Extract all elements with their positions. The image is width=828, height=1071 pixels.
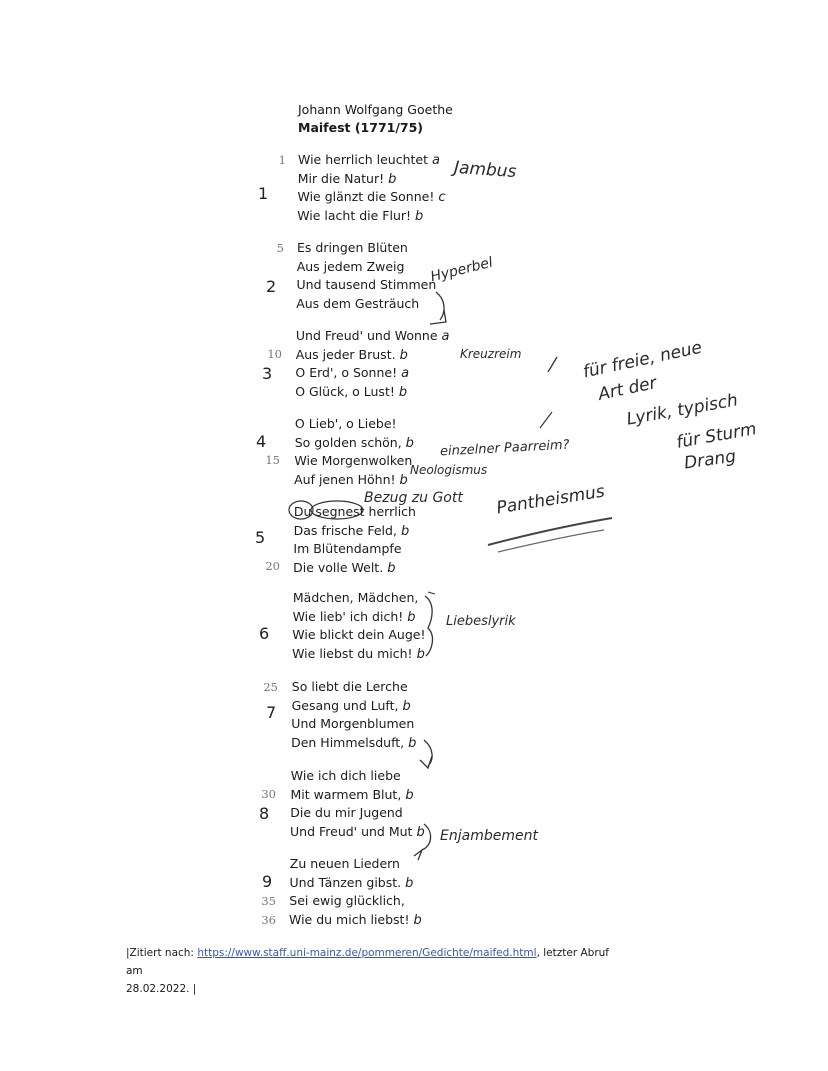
stanza-number: 7 [266,703,277,722]
poem-line-text: Aus jeder Brust. [295,346,396,362]
rhyme-mark: b [405,875,414,891]
poem-line-text: Im Blütendampfe [293,541,402,556]
side-note-line: für freie, neue [581,337,704,383]
poem-line-text: Wie liebst du mich! [292,645,413,661]
line-number: 10 [267,347,282,361]
stanza-number: 6 [259,624,270,643]
poem-line-text: Zu neuen Liedern [289,856,400,871]
poem-line-text: Und Tänzen gibst. [289,874,402,890]
poem-line-text: Sei ewig glücklich, [289,893,405,908]
poem-line-text: Aus jedem Zweig [296,258,405,274]
side-note-line: Drang [682,446,738,474]
poem-line-text: Mir die Natur! [297,170,385,186]
rhyme-mark: a [431,153,440,168]
stanza-number: 4 [256,432,267,451]
rhyme-mark: b [408,735,417,751]
line-number: 20 [265,559,280,573]
annotation-pantheismus: Pantheismus [495,481,607,519]
rhyme-mark: b [413,912,422,928]
rhyme-mark: a [441,329,450,344]
stanza-number: 2 [266,277,277,296]
poem-line-text: Wie lieb' ich dich! [292,608,404,624]
rhyme-mark: c [438,190,446,205]
line-number: 5 [276,241,284,255]
poem-title: Maifest (1771/75) [298,120,424,135]
poem-line-text: Aus dem Gesträuch [296,295,420,311]
side-note-line: Lyrik, typisch [625,390,740,430]
annotation-jambus: Jambus [453,157,518,183]
line-number: 30 [261,787,276,801]
rhyme-mark: b [405,787,414,803]
poem-line-text: Es dringen Blüten [297,240,408,255]
annotation-neologismus: Neologismus [410,463,488,477]
source-citation [126,944,626,998]
poem-line-text: Wie Morgenwolken [294,453,413,468]
stanza-number: 9 [262,872,273,891]
poem-line-text: Und Freud' und Mut [290,823,413,839]
side-note-line: Art der [596,373,659,405]
poem-line-text: Die du mir Jugend [290,805,403,820]
poem-line-text: Gesang und Luft, [291,697,399,713]
stanza-number: 3 [262,364,273,383]
stanza-number: 5 [255,528,266,547]
rhyme-mark: b [402,698,411,714]
rhyme-mark: b [416,646,425,662]
rhyme-mark: b [399,472,408,488]
poem-line-text: Die volle Welt. [293,559,384,575]
annotation-enjambement: Enjambement [440,828,538,844]
poem-line-text: Und tausend Stimmen [296,277,437,292]
poem-line-text: O Glück, o Lust! [295,383,395,399]
poem-line-text: Wie lacht die Flur! [297,207,412,223]
rhyme-mark: b [416,824,425,840]
line-number: 15 [265,453,280,467]
rhyme-mark: b [407,609,416,625]
side-note-line: für Sturm [674,419,759,453]
poem-line-text: So liebt die Lerche [291,679,408,694]
poem-line-text: Mit warmem Blut, [290,786,402,802]
poem-line-text: Du segnest herrlich [293,504,416,519]
source-prefix: |Zitiert nach: [126,947,198,959]
poem-line-text: O Lieb', o Liebe! [294,416,397,431]
poem-line-text: Mädchen, Mädchen, [292,590,419,605]
annotation-hyperbel: Hyperbel [429,254,495,286]
rhyme-mark: b [388,171,397,187]
rhyme-mark: b [400,523,410,539]
poem-line-text: Wie blickt dein Auge! [292,627,426,642]
rhyme-mark: b [405,435,414,451]
source-suffix: , letzter Abruf am [126,947,610,977]
annotation-bezug-gott: Bezug zu Gott [364,490,463,506]
poem-line-text: Den Himmelsduft, [291,734,405,750]
poem-line-text: Wie ich dich liebe [290,768,401,783]
poem-line-text: Wie herrlich leuchtet [298,152,428,167]
rhyme-mark: b [387,560,396,576]
line-number: 36 [261,913,276,927]
poem-line-text: Auf jenen Höhn! [294,471,396,487]
line-number: 1 [278,153,286,167]
rhyme-mark: a [401,366,410,381]
stanza-number: 1 [258,184,269,203]
line-number: 25 [263,680,278,694]
poem-line-text: Wie du mich liebst! [289,911,410,927]
annotation-liebeslyrik: Liebeslyrik [446,614,516,629]
poem-line-text: Das frische Feld, [293,522,397,538]
poem-line-text: Wie glänzt die Sonne! [297,189,435,204]
poem-line-text: So golden schön, [294,434,402,450]
source-date: 28.02.2022. | [126,983,197,995]
annotation-kreuzreim: Kreuzreim [460,347,522,361]
rhyme-mark: b [415,208,424,224]
poem-author: Johann Wolfgang Goethe [298,102,453,117]
rhyme-mark: b [398,384,408,400]
line-number: 35 [261,894,276,908]
stanza-number: 8 [259,804,270,823]
rhyme-mark: b [399,347,408,363]
poem-line-text: O Erd', o Sonne! [295,365,398,380]
source-link[interactable]: https://www.staff.uni-mainz.de/pommeren/Gedichte/maifed.html [197,947,537,959]
poem-line-text: Und Morgenblumen [291,716,415,731]
poem-line-text: Und Freud' und Wonne [295,328,438,343]
annotation-paarreim: einzelner Paarreim? [439,437,570,460]
